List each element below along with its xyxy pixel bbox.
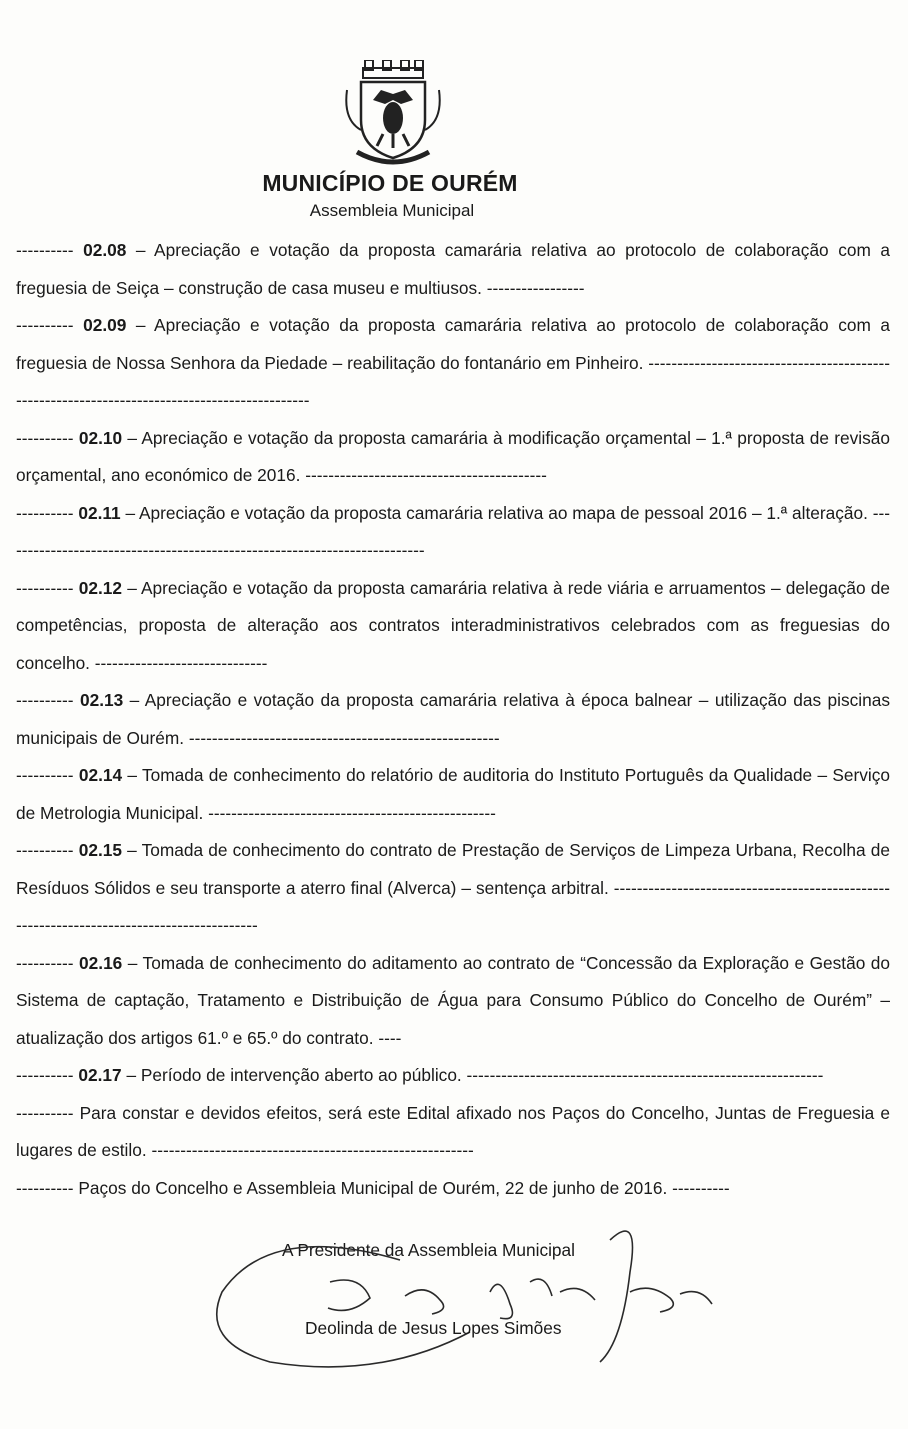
signatory-role: A Presidente da Assembleia Municipal <box>282 1240 575 1260</box>
agenda-item: ---------- 02.13 – Apreciação e votação da proposta camarária relativa à época balnear – utilização das piscinas municipais de Ourém. ------------------------------------------------------ <box>16 690 890 748</box>
agenda-item: ---------- 02.15 – Tomada de conhecimento do contrato de Prestação de Serviços de Limpeza Urbana, Recolha de Resíduos Sólidos e seu transporte a aterro final (Alverca) – sentença arbitral. ------------------------------------------------------------------------------------------ <box>16 840 890 935</box>
municipal-crest-icon <box>343 60 443 172</box>
municipality-title: MUNICÍPIO DE OURÉM <box>262 170 518 196</box>
agenda-item: ---------- 02.17 – Período de intervenção aberto ao público. -------------------------------------------------------------- <box>16 1065 824 1085</box>
document-body <box>16 232 890 1207</box>
agenda-item: ---------- 02.08 – Apreciação e votação da proposta camarária relativa ao protocolo de colaboração com a freguesia de Seiça – construção de casa museu e multiusos. ----------------- <box>16 240 890 298</box>
agenda-item: ---------- 02.10 – Apreciação e votação da proposta camarária à modificação orçamental – 1.ª proposta de revisão orçamental, ano económico de 2016. ------------------------------------------ <box>16 427 890 485</box>
agenda-item: ---------- 02.14 – Tomada de conhecimento do relatório de auditoria do Instituto Português da Qualidade – Serviço de Metrologia Municipal. -------------------------------------------------- <box>16 765 890 823</box>
agenda-item: ---------- 02.09 – Apreciação e votação da proposta camarária relativa ao protocolo de colaboração com a freguesia de Nossa Senhora da Piedade – reabilitação do fontanário em Pinheiro. --------------------------------------------------------------------------------------------- <box>16 315 890 410</box>
agenda-item: ---------- 02.12 – Apreciação e votação da proposta camarária relativa à rede viária e arruamentos – delegação de competências, proposta de alteração aos contratos interadministrativos celebrados com as freguesias do concelho. ------------------------------ <box>16 577 890 673</box>
agenda-item: ---------- 02.11 – Apreciação e votação da proposta camarária relativa ao mapa de pessoal 2016 – 1.ª alteração. -------------------------------------------------------------------------- <box>16 502 890 560</box>
posting-notice: ---------- Para constar e devidos efeitos, será este Edital afixado nos Paços do Concelho, Juntas de Freguesia e lugares de estilo. -------------------------------------------------------- <box>16 1102 890 1160</box>
agenda-item: ---------- 02.16 – Tomada de conhecimento do aditamento ao contrato de “Concessão da Exploração e Gestão do Sistema de captação, Tratamento e Distribuição de Água para Consumo Público do Concelho de Ourém” – atualização dos artigos 61.º e 65.º do contrato. ---- <box>16 952 890 1048</box>
handwritten-signature-icon <box>200 1212 720 1382</box>
assembly-subtitle: Assembleia Municipal <box>309 201 475 220</box>
signatory-name: Deolinda de Jesus Lopes Simões <box>305 1318 562 1338</box>
date-place-line: ---------- Paços do Concelho e Assembleia Municipal de Ourém, 22 de junho de 2016. ---------- <box>16 1177 730 1198</box>
